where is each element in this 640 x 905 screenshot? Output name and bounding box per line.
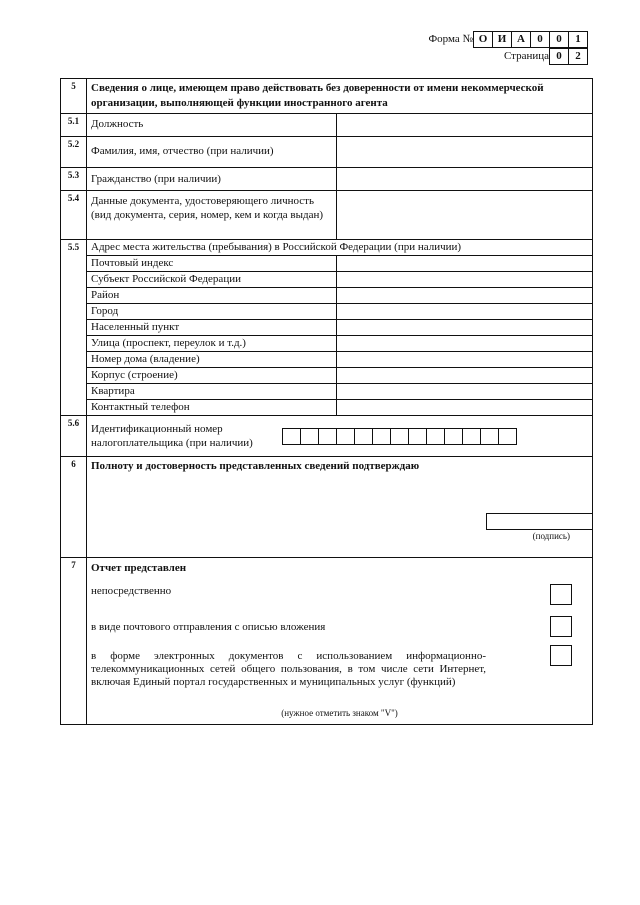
section-number: 6 — [61, 457, 87, 557]
section-6 — [61, 456, 592, 557]
field-row — [61, 136, 592, 167]
address-row — [87, 303, 592, 319]
inn-cells[interactable] — [283, 428, 517, 445]
page-number-cell[interactable]: 2 — [568, 48, 588, 65]
page-number-row — [428, 48, 588, 64]
section-number: 7 — [61, 558, 87, 724]
option-electronic-checkbox[interactable] — [550, 645, 572, 666]
option-electronic-label: в форме электронных документов с использованием информационно-телекоммуникационных сетей общего пользования, в том числе сети Интернет, включая Единый портал государственных и муниципальных услуг (функций) — [91, 650, 486, 688]
signature-caption: (подпись) — [532, 531, 570, 541]
address-block — [61, 239, 592, 415]
address-item-label: Улица (проспект, переулок и т.д.) — [87, 336, 337, 351]
section-title: Сведения о лице, имеющем право действовать без доверенности от имени некоммерческой организации, выполняющей функции иностранного агента — [91, 82, 544, 109]
region-field[interactable] — [337, 272, 592, 287]
page-number-cell[interactable]: 0 — [549, 48, 569, 65]
form-number-cell[interactable]: О — [473, 31, 493, 48]
inn-row — [61, 415, 592, 456]
section-5-header — [61, 79, 592, 113]
field-row — [61, 167, 592, 190]
field-label: Данные документа, удостоверяющего личность (вид документа, серия, номер, кем и когда выдан) — [87, 191, 337, 239]
address-row — [87, 351, 592, 367]
address-row — [87, 271, 592, 287]
field-number: 5.3 — [61, 168, 87, 190]
inn-cell[interactable] — [300, 428, 319, 445]
form-number-cell[interactable]: 0 — [549, 31, 569, 48]
inn-cell[interactable] — [498, 428, 517, 445]
field-number: 5.4 — [61, 191, 87, 239]
address-row — [87, 335, 592, 351]
inn-cell[interactable] — [426, 428, 445, 445]
address-row — [87, 255, 592, 271]
district-field[interactable] — [337, 288, 592, 303]
address-row — [87, 367, 592, 383]
address-item-label: Почтовый индекс — [87, 256, 337, 271]
inn-cell[interactable] — [372, 428, 391, 445]
inn-cell[interactable] — [462, 428, 481, 445]
address-item-label: Номер дома (владение) — [87, 352, 337, 367]
field-number: 5.6 — [61, 416, 87, 456]
field-label: Должность — [87, 114, 337, 136]
address-item-label: Корпус (строение) — [87, 368, 337, 383]
field-label: Фамилия, имя, отчество (при наличии) — [87, 137, 337, 167]
address-row — [87, 287, 592, 303]
field-label: Гражданство (при наличии) — [87, 168, 337, 190]
page-number-label: Страница — [503, 50, 549, 62]
street-field[interactable] — [337, 336, 592, 351]
option-direct-checkbox[interactable] — [550, 584, 572, 605]
settlement-field[interactable] — [337, 320, 592, 335]
address-item-label: Субъект Российской Федерации — [87, 272, 337, 287]
checkbox-note: (нужное отметить знаком "V") — [281, 708, 398, 718]
address-item-label: Контактный телефон — [87, 400, 337, 415]
form-table — [60, 78, 593, 725]
form-number-label: Форма № — [428, 33, 473, 45]
form-header — [428, 31, 588, 64]
inn-cell[interactable] — [444, 428, 463, 445]
house-number-field[interactable] — [337, 352, 592, 367]
identity-document-field[interactable] — [337, 191, 592, 239]
address-item-label: Район — [87, 288, 337, 303]
address-row — [87, 319, 592, 335]
option-direct-label: непосредственно — [91, 585, 172, 597]
section-7 — [61, 557, 592, 724]
inn-cell[interactable] — [408, 428, 427, 445]
form-number-cell[interactable]: 0 — [530, 31, 550, 48]
address-item-label: Город — [87, 304, 337, 319]
building-field[interactable] — [337, 368, 592, 383]
field-row — [61, 190, 592, 239]
section-title: Отчет представлен — [91, 562, 187, 574]
field-number: 5.1 — [61, 114, 87, 136]
option-post-label: в виде почтового отправления с описью вложения — [91, 621, 326, 633]
option-post-checkbox[interactable] — [550, 616, 572, 637]
inn-cell[interactable] — [354, 428, 373, 445]
postal-code-field[interactable] — [337, 256, 592, 271]
address-row — [87, 399, 592, 415]
inn-cell[interactable] — [282, 428, 301, 445]
field-number: 5.5 — [61, 240, 87, 415]
inn-cell[interactable] — [336, 428, 355, 445]
position-field[interactable] — [337, 114, 592, 136]
form-number-cell[interactable]: 1 — [568, 31, 588, 48]
inn-label: Идентификационный номер налогоплательщика (при наличии) — [91, 423, 253, 449]
address-row — [87, 383, 592, 399]
form-number-cell[interactable]: И — [492, 31, 512, 48]
address-title: Адрес места жительства (пребывания) в Российской Федерации (при наличии) — [91, 241, 462, 253]
citizenship-field[interactable] — [337, 168, 592, 190]
form-number-cell[interactable]: А — [511, 31, 531, 48]
inn-cell[interactable] — [390, 428, 409, 445]
address-item-label: Населенный пункт — [87, 320, 337, 335]
city-field[interactable] — [337, 304, 592, 319]
phone-field[interactable] — [337, 400, 592, 415]
field-row — [61, 113, 592, 136]
form-number-row — [428, 31, 588, 47]
address-item-label: Квартира — [87, 384, 337, 399]
apartment-field[interactable] — [337, 384, 592, 399]
section-number: 5 — [61, 79, 87, 113]
signature-field[interactable] — [486, 513, 592, 530]
section-title: Полноту и достоверность представленных сведений подтверждаю — [91, 460, 420, 472]
inn-cell[interactable] — [318, 428, 337, 445]
inn-cell[interactable] — [480, 428, 499, 445]
full-name-field[interactable] — [337, 137, 592, 167]
field-number: 5.2 — [61, 137, 87, 167]
